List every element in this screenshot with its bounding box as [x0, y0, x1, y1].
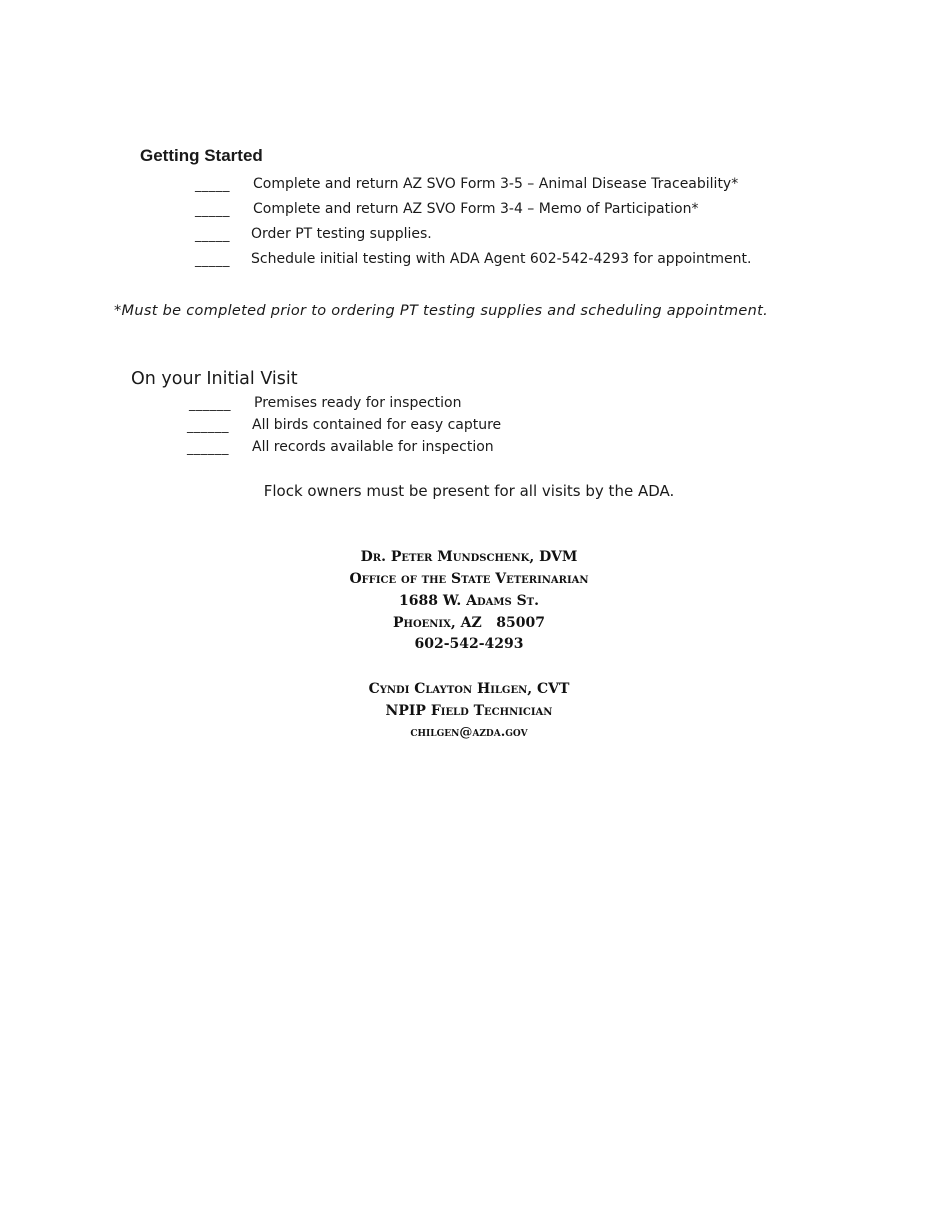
- checklist-blank[interactable]: _____: [195, 178, 230, 193]
- checklist-blank[interactable]: _____: [195, 203, 230, 218]
- checklist-item-text: Complete and return AZ SVO Form 3-4 – Memo of Participation*: [253, 201, 699, 217]
- checklist-blank[interactable]: _____: [195, 253, 230, 268]
- checklist-blank[interactable]: ______: [187, 419, 229, 434]
- contact-office: Office of the State Veterinarian: [349, 571, 589, 587]
- checklist-item-text: Complete and return AZ SVO Form 3-5 – Animal Disease Traceability*: [253, 176, 739, 192]
- checklist-blank[interactable]: _____: [195, 228, 230, 243]
- contact-phone: 602-542-4293: [414, 636, 524, 652]
- checklist-item-text: Order PT testing supplies.: [251, 226, 432, 242]
- checklist-item-text: Premises ready for inspection: [254, 395, 462, 411]
- checklist-blank[interactable]: ______: [187, 441, 229, 456]
- contact-title: NPIP Field Technician: [385, 703, 553, 719]
- checklist-item-text: All birds contained for easy capture: [252, 417, 502, 433]
- contact-name: Dr. Peter Mundschenk, DVM: [360, 549, 578, 565]
- contact-city: Phoenix, AZ 85007: [392, 615, 546, 631]
- initial-visit-heading: On your Initial Visit: [131, 369, 298, 389]
- contact-name: Cyndi Clayton Hilgen, CVT: [368, 681, 570, 697]
- contact-email[interactable]: chilgen@azda.gov: [410, 725, 528, 740]
- checklist-blank[interactable]: ______: [189, 397, 231, 412]
- checklist-item-text: All records available for inspection: [252, 439, 494, 455]
- prerequisite-note: *Must be completed prior to ordering PT testing supplies and scheduling appointment.: [114, 303, 768, 319]
- flock-owner-note: Flock owners must be present for all visits by the ADA.: [263, 482, 675, 500]
- getting-started-heading: Getting Started: [140, 146, 263, 165]
- contact-street: 1688 W. Adams St.: [398, 593, 539, 609]
- checklist-item-text: Schedule initial testing with ADA Agent 602-542-4293 for appointment.: [251, 251, 752, 267]
